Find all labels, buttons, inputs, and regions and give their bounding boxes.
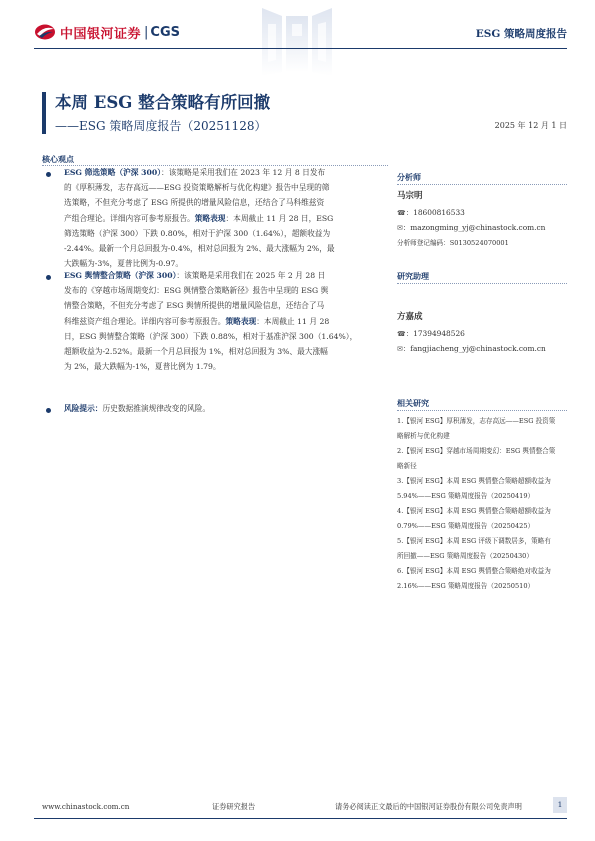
assistant-email[interactable]: fangjiacheng_yj@chinastock.com.cn — [410, 344, 546, 353]
analyst-name: 马宗明 — [397, 191, 423, 201]
assistant-phone-row: ☎：17394948526 — [397, 329, 465, 338]
analyst-email[interactable]: mazongming_yj@chinastock.com.cn — [410, 223, 546, 232]
company-logo — [34, 22, 180, 42]
logo-separator: | — [144, 24, 149, 40]
related-item[interactable]: 4.【银河 ESG】本周 ESG 舆情整合策略超额收益为 0.79%——ESG 策略周度报告（20250425） — [397, 507, 551, 530]
footer-divider — [34, 818, 567, 819]
bullet-icon — [46, 408, 51, 413]
footer-website[interactable]: www.chinastock.com.cn — [42, 802, 130, 811]
report-subtitle: ——ESG 策略周度报告（20251128） — [55, 119, 267, 133]
logo-chinese: 中国银河证券 — [60, 26, 142, 42]
assistant-email-row: ✉：fangjiacheng_yj@chinastock.com.cn — [397, 344, 546, 353]
assistant-divider — [397, 283, 567, 284]
related-research-label: 相关研究 — [397, 398, 429, 408]
email-icon: ✉ — [397, 345, 403, 353]
risk-warning-paragraph: 风险提示：历史数据推演规律改变的风险。 — [64, 404, 211, 413]
logo-english: CGS — [150, 24, 180, 40]
analyst-phone: 18600816533 — [413, 208, 465, 217]
risk-warning-heading: 风险提示： — [64, 404, 103, 413]
analyst-phone-row: ☎：18600816533 — [397, 208, 465, 217]
report-date: 2025 年 12 月 1 日 — [494, 121, 567, 130]
phone-icon: ☎ — [397, 330, 406, 338]
screening-strategy-heading: ESG 筛选策略（沪深 300） — [64, 168, 162, 177]
footer-report-type: 证券研究报告 — [212, 802, 256, 811]
analyst-email-row: ✉：mazongming_yj@chinastock.com.cn — [397, 223, 546, 232]
sentiment-strategy-paragraph: ESG 舆情整合策略（沪深 300）：该策略是采用我们在 2025 年 2 月 28 日 发布的《穿越市场周期变幻：ESG 舆情整合策略新径》报告中呈现的 ESG 舆 情整合策略，不但充分考虑了 ESG 舆情所提供的增量风险信息，还结合了马 科维兹资产组合理论。详细内容可参考原报告。策略表现：本周截止 11 月 28 日，ESG 舆情整合策略（沪深 300）下跌 0.88%，相对于基准沪深 300（1.64%）， 超额收益为-2.52%。最新一个月总回报为 1%，相对总回报为 3%、最大涨幅 为 2%，最大跌幅为-1%，夏普比例为 1.79。 — [64, 271, 358, 372]
assistant-name: 方嘉成 — [397, 312, 423, 322]
screening-strategy-paragraph: ESG 筛选策略（沪深 300）：该策略是采用我们在 2023 年 12 月 8 日发布 的《厚积薄发，志存高远——ESG 投资策略解析与优化构建》报告中呈现的筛 选策略，不但充分考虑了 ESG 所提供的增量风险信息，还结合了马科维兹资 产组合理论。详细内容可参考原报告。策略表现：本周截止 11 月 28 日，ESG 筛选策略（沪深 300）下跌 0.80%，相对于沪深 300（1.64%），超额收益为 -2.44%。最新一个月总回报为-0.4%，相对总回报为 2%、最大涨幅为 2%，最 大跌幅为-3%，夏普比例为-0.97。 — [64, 168, 335, 269]
bullet-icon — [46, 275, 51, 280]
related-research-list — [397, 414, 577, 594]
email-icon: ✉ — [397, 224, 403, 232]
phone-icon: ☎ — [397, 209, 406, 217]
header-divider — [34, 48, 567, 49]
sentiment-strategy-heading: ESG 舆情整合策略（沪深 300） — [64, 271, 177, 280]
related-item[interactable]: 5.【银河 ESG】本周 ESG 评级下调数居多，策略有 所回撤——ESG 策略周度报告（20250430） — [397, 537, 551, 560]
related-item[interactable]: 1.【银河 ESG】厚积薄发，志存高远——ESG 投资策 略解析与优化构建 — [397, 417, 556, 440]
report-title: 本周 ESG 整合策略有所回撤 — [55, 93, 271, 112]
analyst-label: 分析师 — [397, 172, 421, 182]
galaxy-logo-icon — [34, 23, 56, 41]
report-series: ESG 策略周度报告 — [475, 28, 567, 40]
footer-disclaimer: 请务必阅读正文最后的中国银河证券股份有限公司免责声明 — [335, 802, 522, 811]
performance-label: 策略表现 — [225, 316, 257, 326]
related-item[interactable]: 6.【银河 ESG】本周 ESG 舆情整合策略绝对收益为 2.16%——ESG 策略周度报告（20250510） — [397, 567, 551, 590]
assistant-label: 研究助理 — [397, 271, 429, 281]
related-item[interactable]: 3.【银河 ESG】本周 ESG 舆情整合策略超额收益为 5.94%——ESG 策略周度报告（20250419） — [397, 477, 551, 500]
related-research-divider — [397, 410, 567, 411]
title-accent-bar — [42, 92, 46, 134]
analyst-registration: 分析师登记编码：S0130524070001 — [397, 239, 509, 247]
related-item[interactable]: 2.【银河 ESG】穿越市场周期变幻：ESG 舆情整合策 略新径 — [397, 447, 556, 470]
assistant-phone: 17394948526 — [413, 329, 465, 338]
core-views-label: 核心观点 — [42, 154, 74, 164]
analyst-divider — [397, 184, 567, 185]
page-number: 1 — [553, 797, 567, 813]
performance-label: 策略表现 — [194, 213, 226, 223]
bullet-icon — [46, 172, 51, 177]
cgs-watermark-icon — [258, 6, 336, 78]
